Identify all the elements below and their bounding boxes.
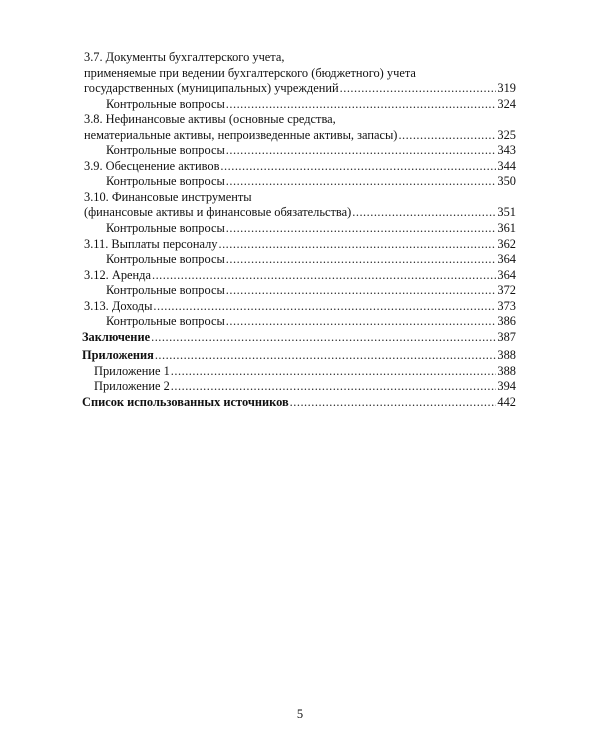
toc-entry-text: Контрольные вопросы bbox=[106, 283, 225, 298]
toc-page-number: 343 bbox=[497, 143, 516, 158]
toc-page-number: 350 bbox=[497, 174, 516, 189]
dot-leader bbox=[226, 283, 497, 299]
toc-page-number: 394 bbox=[497, 379, 516, 394]
dot-leader bbox=[152, 268, 496, 284]
dot-leader bbox=[340, 81, 497, 97]
toc-page-number: 364 bbox=[497, 267, 516, 282]
toc-page-number: 387 bbox=[497, 329, 516, 344]
toc-entry-text: 3.7. Документы бухгалтерского учета, bbox=[84, 50, 285, 64]
toc-page-number: 372 bbox=[497, 283, 516, 298]
toc-entry-text: 3.11. Выплаты персоналу bbox=[84, 236, 218, 251]
toc-entry-3-12[interactable] bbox=[84, 268, 516, 284]
toc-entry-text: (финансовые активы и финансовые обязательства) bbox=[84, 205, 352, 220]
toc-page-number: 344 bbox=[497, 158, 516, 173]
dot-leader bbox=[352, 205, 496, 221]
toc-entry-text: Заключение bbox=[82, 329, 151, 344]
toc-page-number: 386 bbox=[497, 314, 516, 329]
dot-leader bbox=[171, 364, 497, 380]
toc-entry-text: нематериальные активы, непроизведенные активы, запасы) bbox=[84, 127, 398, 142]
toc-entry-text: Список использованных источников bbox=[82, 395, 289, 410]
toc-entry-text: Контрольные вопросы bbox=[106, 96, 225, 111]
toc-entry-text: Приложение 1 bbox=[94, 363, 170, 378]
dot-leader bbox=[151, 330, 496, 346]
toc-entry-3-7-line3[interactable] bbox=[84, 81, 516, 97]
toc-page-number: 319 bbox=[497, 81, 516, 96]
toc-entry-review-questions[interactable] bbox=[84, 314, 516, 330]
toc-page-number: 325 bbox=[497, 127, 516, 142]
toc-entry-review-questions[interactable] bbox=[84, 97, 516, 113]
toc-entry-review-questions[interactable] bbox=[84, 252, 516, 268]
toc-page-number: 351 bbox=[497, 205, 516, 220]
toc-entry-text: Контрольные вопросы bbox=[106, 174, 225, 189]
toc-page-number: 361 bbox=[497, 221, 516, 236]
toc-entry-references[interactable] bbox=[82, 395, 516, 411]
toc-entry-text: Контрольные вопросы bbox=[106, 314, 225, 329]
dot-leader bbox=[220, 159, 496, 175]
toc-entry-text: 3.10. Финансовые инструменты bbox=[84, 189, 252, 204]
toc-page-number: 388 bbox=[497, 348, 516, 363]
dot-leader bbox=[226, 221, 497, 237]
page-number: 5 bbox=[296, 707, 304, 721]
toc-entry-review-questions[interactable] bbox=[84, 283, 516, 299]
toc-entry-conclusion[interactable] bbox=[82, 330, 516, 346]
dot-leader bbox=[153, 299, 496, 315]
dot-leader bbox=[226, 97, 497, 113]
dot-leader bbox=[290, 395, 497, 411]
dot-leader bbox=[226, 252, 497, 268]
toc-entry-3-13[interactable] bbox=[84, 299, 516, 315]
toc-entry-text: Приложения bbox=[82, 348, 154, 363]
toc-page-number: 388 bbox=[497, 363, 516, 378]
dot-leader bbox=[226, 143, 497, 159]
toc-page-number: 364 bbox=[497, 252, 516, 267]
dot-leader bbox=[226, 174, 497, 190]
toc-entry-text: Контрольные вопросы bbox=[106, 221, 225, 236]
toc-entry-text: 3.8. Нефинансовые активы (основные средства, bbox=[84, 112, 336, 127]
toc-entry-text: государственных (муниципальных) учреждений bbox=[84, 81, 339, 96]
toc-entry-text: 3.12. Аренда bbox=[84, 267, 151, 282]
toc-entry-appendix-1[interactable] bbox=[84, 364, 516, 380]
dot-leader bbox=[155, 348, 497, 364]
toc-entry-3-8-line2[interactable] bbox=[84, 128, 516, 144]
toc-entry-3-9[interactable] bbox=[84, 159, 516, 175]
toc-page-number: 442 bbox=[497, 395, 516, 410]
toc-entry-appendices[interactable] bbox=[82, 348, 516, 364]
dot-leader bbox=[398, 128, 496, 144]
dot-leader bbox=[226, 314, 497, 330]
toc-entry-3-11[interactable] bbox=[84, 237, 516, 253]
toc-entry-text: Приложение 2 bbox=[94, 379, 170, 394]
table-of-contents bbox=[84, 50, 516, 411]
toc-entry-text: применяемые при ведении бухгалтерского (бюджетного) учета bbox=[84, 65, 416, 80]
toc-page-number: 324 bbox=[497, 96, 516, 111]
toc-entry-3-7-line2 bbox=[84, 66, 516, 82]
toc-page-number: 373 bbox=[497, 298, 516, 313]
toc-entry-text: 3.13. Доходы bbox=[84, 298, 153, 313]
toc-page-number: 362 bbox=[497, 236, 516, 251]
toc-entry-text: Контрольные вопросы bbox=[106, 143, 225, 158]
toc-entry-review-questions[interactable] bbox=[84, 221, 516, 237]
toc-entry-3-10-line1 bbox=[84, 190, 516, 206]
toc-entry-text: 3.9. Обесценение активов bbox=[84, 158, 220, 173]
toc-entry-review-questions[interactable] bbox=[84, 174, 516, 190]
toc-entry-text: Контрольные вопросы bbox=[106, 252, 225, 267]
toc-entry-3-7-line1 bbox=[84, 50, 516, 66]
dot-leader bbox=[171, 379, 497, 395]
toc-entry-appendix-2[interactable] bbox=[84, 379, 516, 395]
dot-leader bbox=[218, 237, 496, 253]
toc-entry-3-8-line1 bbox=[84, 112, 516, 128]
toc-entry-3-10-line2[interactable] bbox=[84, 205, 516, 221]
toc-entry-review-questions[interactable] bbox=[84, 143, 516, 159]
